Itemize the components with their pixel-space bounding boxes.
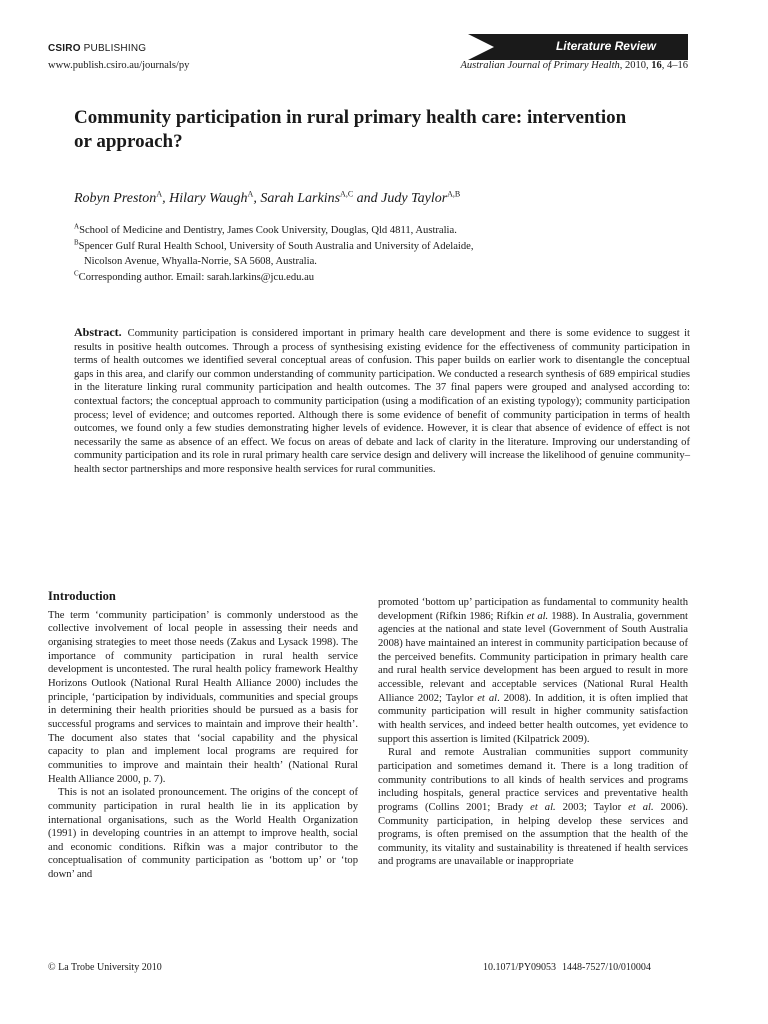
text-run: promoted ‘bottom up’ participation as fundamental to community health development (Rifkin 1986; Rifkin [378,597,688,622]
journal-name: Australian Journal of Primary Health [460,60,620,71]
abstract-label: Abstract. [74,325,122,339]
abstract [74,326,690,477]
body-column-right [378,596,688,869]
issn: 1448-7527/10/010004 [562,962,651,973]
paragraph [378,746,688,869]
text-run: . 2008). In addition, it is often implied that community participation will result in higher community satisfaction with health services, and indeed better health outcomes, yet evidence to support this assertion is limited (Kilpatrick 2009). [378,692,688,745]
text-run: Rural and remote Australian communities support community participation and sometimes demand it. There is a long tradition of community contributions to all kinds of health services and programs including hospitals, general practice services and preventative health programs (Collins 2001; Brady [378,747,688,813]
affil-text: Spencer Gulf Rural Health School, University of South Australia and University of Adelaide, [78,240,474,252]
author-affil-sup: A,B [447,189,461,199]
author-name: , Sarah Larkins [253,191,341,206]
author-affil-sup: A,C [340,189,354,199]
author-name: and Judy Taylor [353,191,448,206]
text-run-italic: et al. [526,610,549,622]
paragraph: The term ‘community participation’ is commonly understood as the collective involvement of local people in assessing their needs and organising strategies to meet those needs (Zakus and Lysack 1998). The importance of community participation in rural health service development is uncontested. The rural health policy framework Healthy Horizons Outlook (National Rural Health Alliance 2000) includes the principle, ‘participation by individuals, communities and special groups in determining their health priorities should be pursued as a basis for successful programs and services to maintain and improve their health’. The document also states that ‘social capability and the physical capacity to plan and implement local programs are required for communities to improve and maintain their health’ (National Rural Health Alliance 2000, p. 7). [48,609,358,785]
affiliation-c [74,270,634,286]
section-heading: Introduction [48,589,116,603]
journal-volume: 16 [651,60,662,71]
author-affil-sup: A [156,189,163,199]
banner-label: Literature Review [555,39,656,53]
text-run-italic: et al [477,692,498,704]
affiliation-a [74,223,634,239]
publisher-name [48,43,146,54]
body-column-left [48,590,358,882]
author-name: Robyn Preston [74,191,157,206]
article-type-banner [468,34,688,60]
journal-citation [461,60,689,71]
author-affil-sup: A [247,189,254,199]
publisher-bold: CSIRO [48,43,81,54]
doi[interactable]: 10.1071/PY09053 [483,962,557,973]
text-run-italic: et al. [530,801,556,813]
affiliations [74,223,634,285]
text-run-italic: et al. [628,801,654,813]
text-run: 2003; Taylor [555,801,629,813]
affil-sup: C [74,268,79,277]
affiliation-b-cont: Nicolson Avenue, Whyalla-Norrie, SA 5608, Australia. [84,256,317,267]
author-list [74,191,460,207]
journal-year: , 2010, [619,60,652,71]
paragraph [378,596,688,746]
affil-sup: A [74,222,80,231]
affil-text: Corresponding author. Email: sarah.larkins@jcu.edu.au [78,271,315,283]
paragraph: This is not an isolated pronouncement. The origins of the concept of community participation in rural health lie in its application by international organisations, such as the World Health Organization (1991) in developing countries in an attempt to improve health, social and economic conditions. Rifkin was a major contributor to the conceptualisation of community participation as ‘bottom up’ or ‘top down’ and [48,787,358,881]
journal-url[interactable]: www.publish.csiro.au/journals/py [48,60,190,71]
abstract-text: Community participation is considered important in primary health care development and there is some evidence to suggest it results in positive health outcomes. Through a process of synthesising existing evidence for the effectiveness of community participation in terms of health outcomes we identified several conceptual areas of confusion. This paper builds on earlier work to disentangle the conceptual gaps in this area, and clarify our common understanding of community participation. We conducted a research synthesis of 689 empirical studies in the literature linking rural community participation and health outcomes. The 37 final papers were grouped and analysed according to: contextual factors; the conceptual approach to community participation (using a modification of an existing typology); community participation process; level of evidence; and outcomes reported. Although there is some evidence of benefit of community participation in terms of health outcomes, we found only a few studies demonstrating higher levels of evidence. However, it is clear that absence of evidence of effect is not necessarily the same as absence of an effect. We focus on areas of debate and lack of clarity in the literature. Improving our understanding of community participation and its role in rural primary health care service design and delivery will increase the likelihood of genuine community–health sector partnerships and more responsive health services for rural communities. [74,328,690,475]
copyright: © La Trobe University 2010 [48,962,162,973]
affil-text: School of Medicine and Dentistry, James Cook University, Douglas, Qld 4811, Australia. [79,225,457,236]
affiliation-b [74,239,634,255]
journal-pages: , 4–16 [661,60,688,71]
text-run: 2006). Community participation, in helping develop these services and programs, is often premised on the assumption that the health of the community, its vitality and sustainability is threatened if health services and programs are unavailable or inappropriate [378,801,688,868]
text-run: 1988). In Australia, government agencies at the national and state level (Government of South Australia 2008) have maintained an interest in community participation because of the perceived benefits. Community participation in primary health care and rural health service development has been argued to result in more accessible, relevant and acceptable services (National Rural Health Alliance 2002; Taylor [378,610,688,704]
article-title: Community participation in rural primary health care: intervention or approach? [74,107,627,152]
author-name: , Hilary Waugh [162,191,248,206]
affil-sup: B [74,237,79,246]
publisher-rest: PUBLISHING [80,43,147,54]
